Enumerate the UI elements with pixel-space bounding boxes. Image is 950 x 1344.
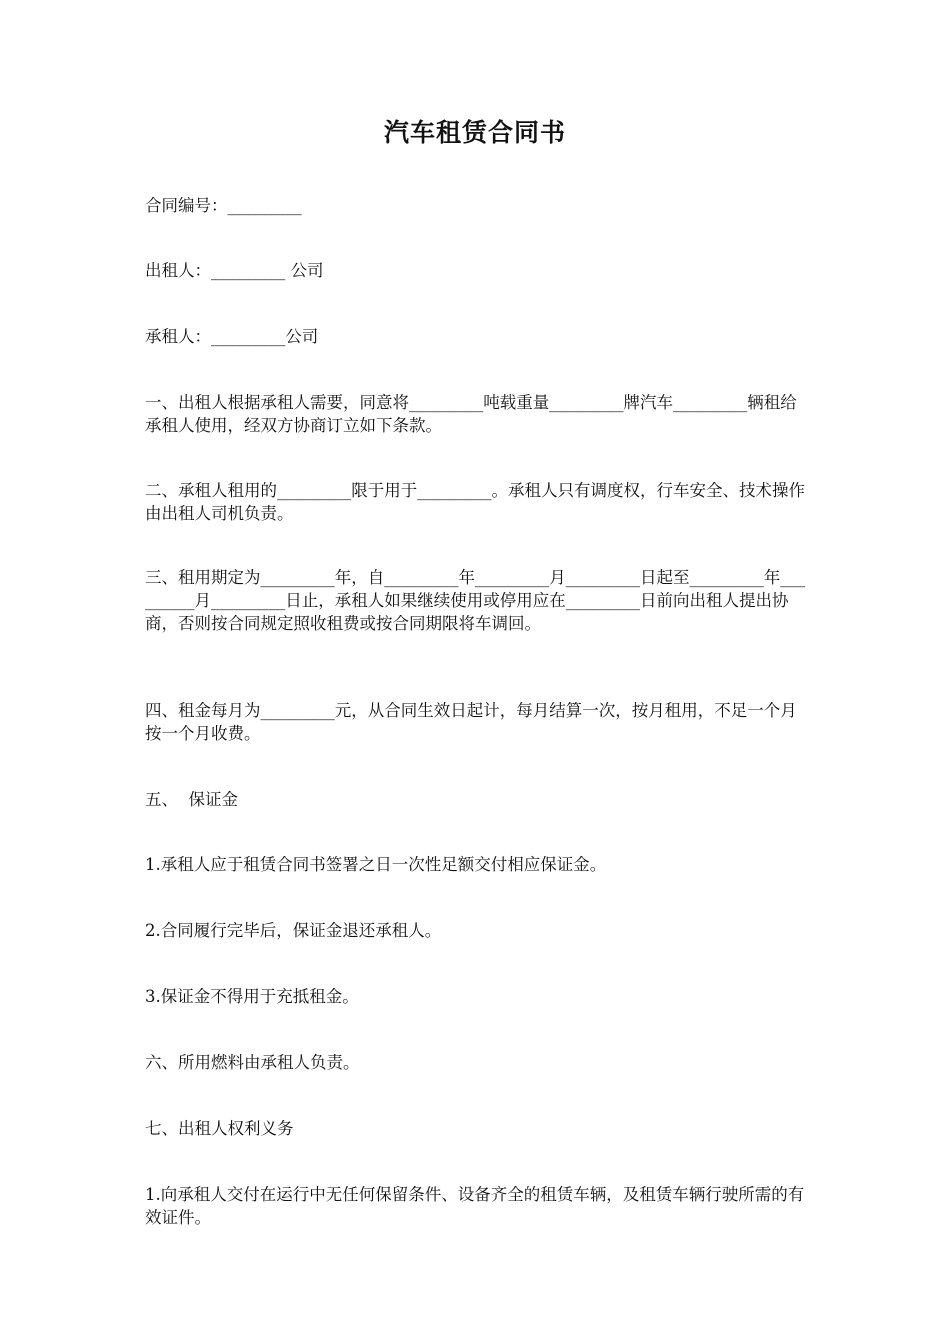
document-title: 汽车租赁合同书 — [383, 118, 566, 147]
clause-5-item-1: 1.承租人应于租赁合同书签署之日一次性足额交付相应保证金。 — [145, 855, 607, 874]
clause-6: 六、所用燃料由承租人负责。 — [145, 1053, 360, 1072]
clause-3: 三、租用期定为_________年，自_________年_________月_________日起至_________年_________月_________日止，承租人如果继续使用或停用应在_________日前向出租人提出协商，否则按合同规定照收租费或按合同期限将车调回。 — [145, 568, 805, 633]
contract-number-line: 合同编号：_________ — [145, 196, 302, 215]
clause-7-item-1: 1.向承租人交付在运行中无任何保留条件、设备齐全的租赁车辆，及租赁车辆行驶所需的有效证件。 — [145, 1185, 805, 1227]
clause-5-heading: 五、 保证金 — [145, 790, 238, 809]
clause-5-item-3: 3.保证金不得用于充抵租金。 — [145, 987, 359, 1006]
lessor-line: 出租人：_________ 公司 — [145, 261, 324, 280]
clause-1: 一、出租人根据承租人需要，同意将_________吨载重量_________牌汽车_________辆租给承租人使用，经双方协商订立如下条款。 — [145, 393, 797, 435]
clause-5-item-2: 2.合同履行完毕后，保证金退还承租人。 — [145, 921, 442, 940]
clause-4: 四、租金每月为_________元，从合同生效日起计，每月结算一次，按月租用，不足一个月按一个月收费。 — [145, 701, 797, 743]
lessee-line: 承租人：_________公司 — [145, 327, 319, 346]
clause-2: 二、承租人租用的_________限于用于_________。承租人只有调度权，行车安全、技术操作由出租人司机负责。 — [145, 481, 805, 523]
clause-7-heading: 七、出租人权利义务 — [145, 1119, 294, 1138]
